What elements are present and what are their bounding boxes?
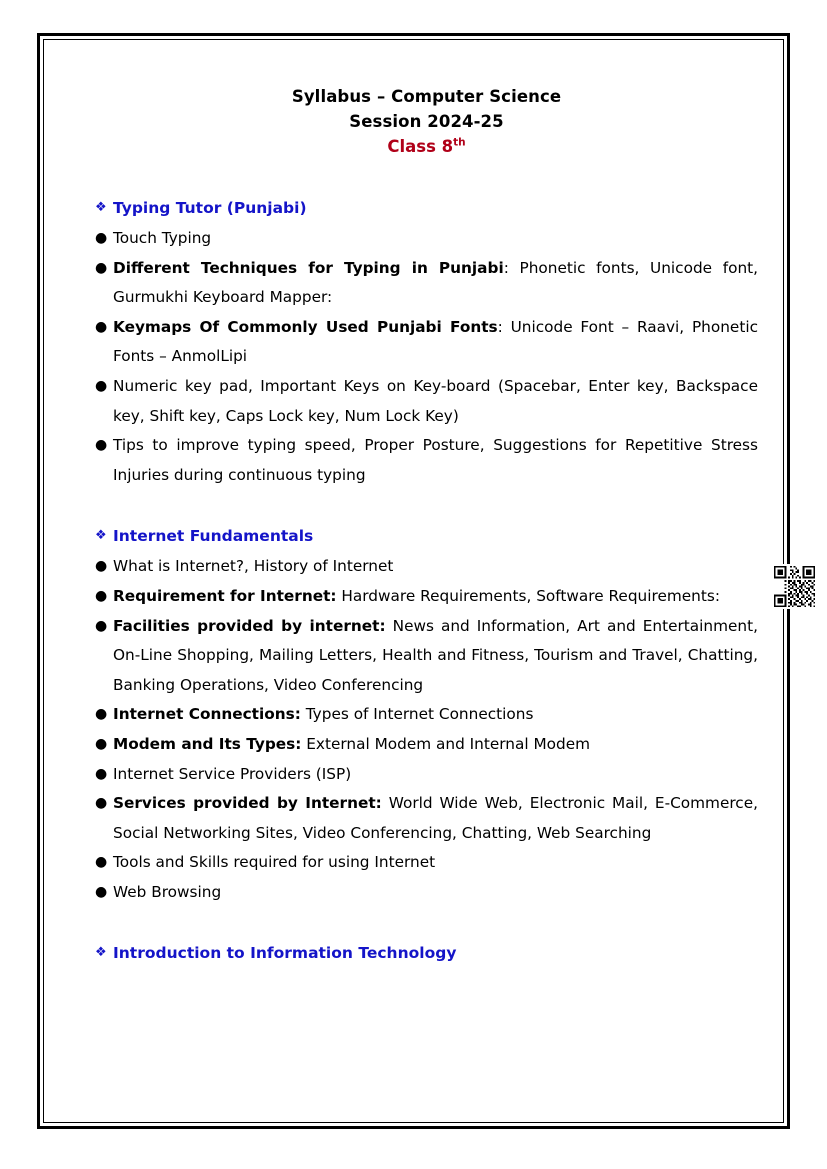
class-ordinal-suffix: th bbox=[453, 136, 466, 149]
round-bullet-icon: ● bbox=[95, 259, 108, 276]
page-title-line-1: Syllabus – Computer Science bbox=[291, 87, 562, 106]
diamond-bullet-icon: ❖ bbox=[95, 528, 107, 544]
section-heading bbox=[95, 195, 758, 221]
section-heading-label: Internet Fundamentals bbox=[113, 527, 314, 546]
list-item-lead: Modem and Its Types: bbox=[113, 734, 302, 753]
list-item bbox=[95, 552, 758, 582]
section-heading bbox=[95, 523, 758, 549]
round-bullet-icon: ● bbox=[95, 558, 108, 575]
list-item bbox=[95, 789, 758, 848]
list-item-text: Touch Typing bbox=[113, 229, 212, 247]
list-item-text: News and Information, Art and Entertainment, On-Line Shopping, Mailing Letters, Health and Fitness, Tourism and Travel, Chatting, Banking Operations, Video Conferencing bbox=[113, 616, 758, 694]
section-heading bbox=[95, 940, 758, 966]
list-item-text: Tips to improve typing speed, Proper Posture, Suggestions for Repetitive Stress Injuries during continuous typing bbox=[113, 436, 758, 484]
list-item bbox=[95, 730, 758, 760]
round-bullet-icon: ● bbox=[95, 617, 108, 634]
list-item-lead: Internet Connections: bbox=[113, 705, 301, 724]
list-item bbox=[95, 612, 758, 701]
list-item-text: Numeric key pad, Important Keys on Key-board (Spacebar, Enter key, Backspace key, Shift key, Caps Lock key, Num Lock Key) bbox=[113, 376, 758, 425]
list-item-lead: Facilities provided by internet: bbox=[113, 616, 386, 635]
page-title-line-2: Session 2024-25 bbox=[349, 112, 504, 131]
round-bullet-icon: ● bbox=[95, 587, 108, 604]
syllabus-section bbox=[95, 940, 758, 966]
list-item-lead: Requirement for Internet: bbox=[113, 586, 337, 605]
document-title-block bbox=[95, 84, 758, 159]
list-item-text: Types of Internet Connections bbox=[300, 705, 534, 724]
round-bullet-icon: ● bbox=[95, 377, 108, 394]
list-item-lead: Different Techniques for Typing in Punjabi bbox=[113, 258, 504, 277]
list-item bbox=[95, 700, 758, 730]
round-bullet-icon: ● bbox=[95, 883, 108, 900]
list-item-text: : Phonetic fonts, Unicode font, Gurmukhi Keyboard Mapper: bbox=[113, 258, 758, 307]
qr-code[interactable] bbox=[772, 564, 817, 609]
round-bullet-icon: ● bbox=[95, 437, 108, 454]
list-item bbox=[95, 224, 758, 254]
syllabus-sections bbox=[95, 195, 758, 966]
list-item bbox=[95, 760, 758, 790]
round-bullet-icon: ● bbox=[95, 735, 108, 752]
list-item bbox=[95, 878, 758, 908]
syllabus-section bbox=[95, 195, 758, 490]
list-item-text: Tools and Skills required for using Internet bbox=[113, 853, 436, 872]
list-item bbox=[95, 848, 758, 878]
list-item-text: What is Internet?, History of Internet bbox=[113, 557, 394, 576]
list-item-lead: Services provided by Internet: bbox=[113, 794, 382, 813]
syllabus-section bbox=[95, 523, 758, 907]
list-item bbox=[95, 254, 758, 313]
round-bullet-icon: ● bbox=[95, 230, 108, 246]
section-bullet-list bbox=[95, 552, 758, 907]
diamond-bullet-icon: ❖ bbox=[95, 200, 107, 215]
list-item-text: External Modem and Internal Modem bbox=[301, 734, 591, 753]
diamond-bullet-icon: ❖ bbox=[95, 945, 107, 961]
round-bullet-icon: ● bbox=[95, 765, 108, 782]
section-heading-label: Introduction to Information Technology bbox=[113, 944, 457, 963]
list-item-text: Web Browsing bbox=[113, 882, 222, 901]
list-item-text: World Wide Web, Electronic Mail, E-Commerce, Social Networking Sites, Video Conferencing, Chatting, Web Searching bbox=[113, 794, 758, 842]
list-item bbox=[95, 313, 758, 372]
list-item bbox=[95, 431, 758, 490]
list-item-text: Internet Service Providers (ISP) bbox=[113, 764, 352, 783]
list-item bbox=[95, 372, 758, 431]
document-content bbox=[95, 84, 758, 969]
round-bullet-icon: ● bbox=[95, 795, 108, 812]
list-item-text: : Unicode Font – Raavi, Phonetic Fonts – AnmolLipi bbox=[113, 317, 758, 366]
section-heading-label: Typing Tutor (Punjabi) bbox=[113, 199, 307, 217]
round-bullet-icon: ● bbox=[95, 318, 108, 335]
list-item-text: Hardware Requirements, Software Requirements: bbox=[336, 586, 720, 605]
section-bullet-list bbox=[95, 224, 758, 490]
class-label: Class 8 bbox=[387, 137, 454, 156]
list-item-lead: Keymaps Of Commonly Used Punjabi Fonts bbox=[113, 317, 498, 336]
list-item bbox=[95, 582, 758, 612]
round-bullet-icon: ● bbox=[95, 706, 108, 723]
round-bullet-icon: ● bbox=[95, 854, 108, 871]
page-title-class bbox=[95, 134, 758, 159]
